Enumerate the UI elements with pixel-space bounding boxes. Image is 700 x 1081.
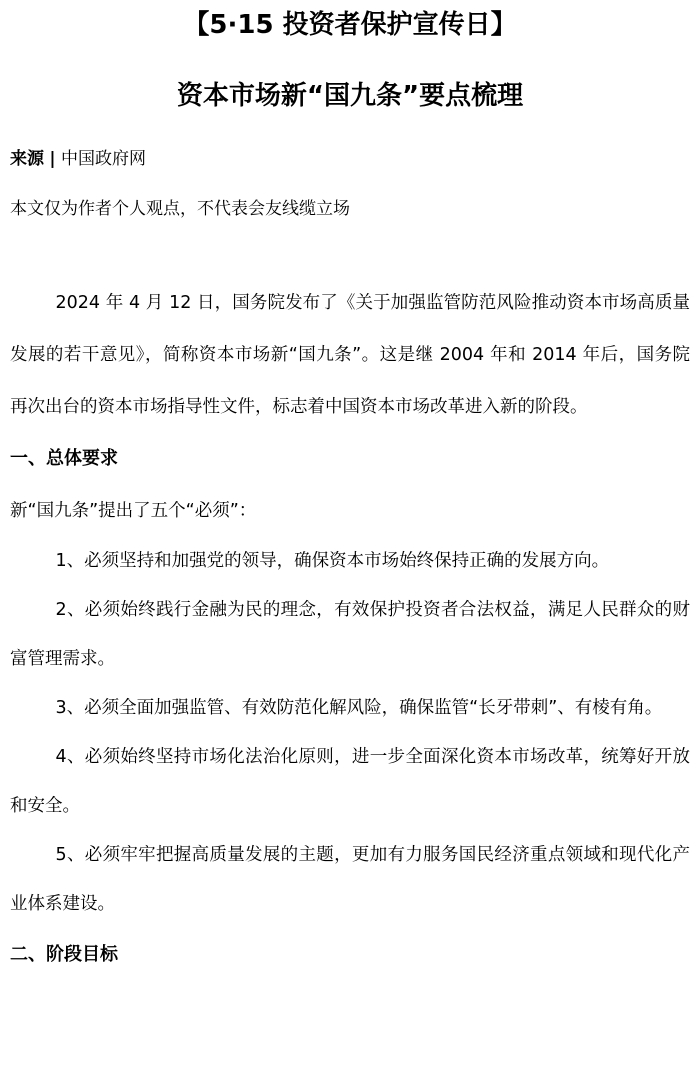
intro-paragraph: 2024 年 4 月 12 日，国务院发布了《关于加强监管防范风险推动资本市场高质量发展的若干意见》，简称资本市场新“国九条”。这是继 2004 年和 2014 年后，国务院再次出台的资本市场指导性文件，标志着中国资本市场改革进入新的阶段。 — [10, 293, 691, 417]
source-name: 中国政府网 — [61, 149, 147, 169]
disclaimer-text: 本文仅为作者个人观点，不代表会友线缆立场 — [10, 199, 350, 219]
source-separator: | — [49, 149, 56, 169]
requirement-item-4: 4、必须始终坚持市场化法治化原则，进一步全面深化资本市场改革，统筹好开放和安全。 — [10, 747, 690, 816]
page-title-line-1: 【5·15 投资者保护宣传日】 — [183, 10, 517, 40]
requirement-item-1: 1、必须坚持和加强党的领导，确保资本市场始终保持正确的发展方向。 — [55, 551, 610, 571]
requirement-item-5: 5、必须牢牢把握高质量发展的主题，更加有力服务国民经济重点领域和现代化产业体系建设。 — [10, 845, 690, 914]
section-lead-text: 新“国九条”提出了五个“必须”： — [10, 501, 257, 521]
source-line — [10, 147, 690, 171]
requirement-item-3: 3、必须全面加强监管、有效防范化解风险，确保监管“长牙带刺”、有棱有角。 — [55, 698, 663, 718]
requirement-item-2: 2、必须始终践行金融为民的理念，有效保护投资者合法权益，满足人民群众的财富管理需求。 — [10, 600, 690, 669]
source-label: 来源 — [10, 149, 44, 169]
section-heading-stage-goals: 二、阶段目标 — [10, 944, 118, 965]
section-heading-overall-requirements: 一、总体要求 — [10, 448, 118, 469]
page-title-line-2: 资本市场新“国九条”要点梳理 — [176, 81, 524, 111]
